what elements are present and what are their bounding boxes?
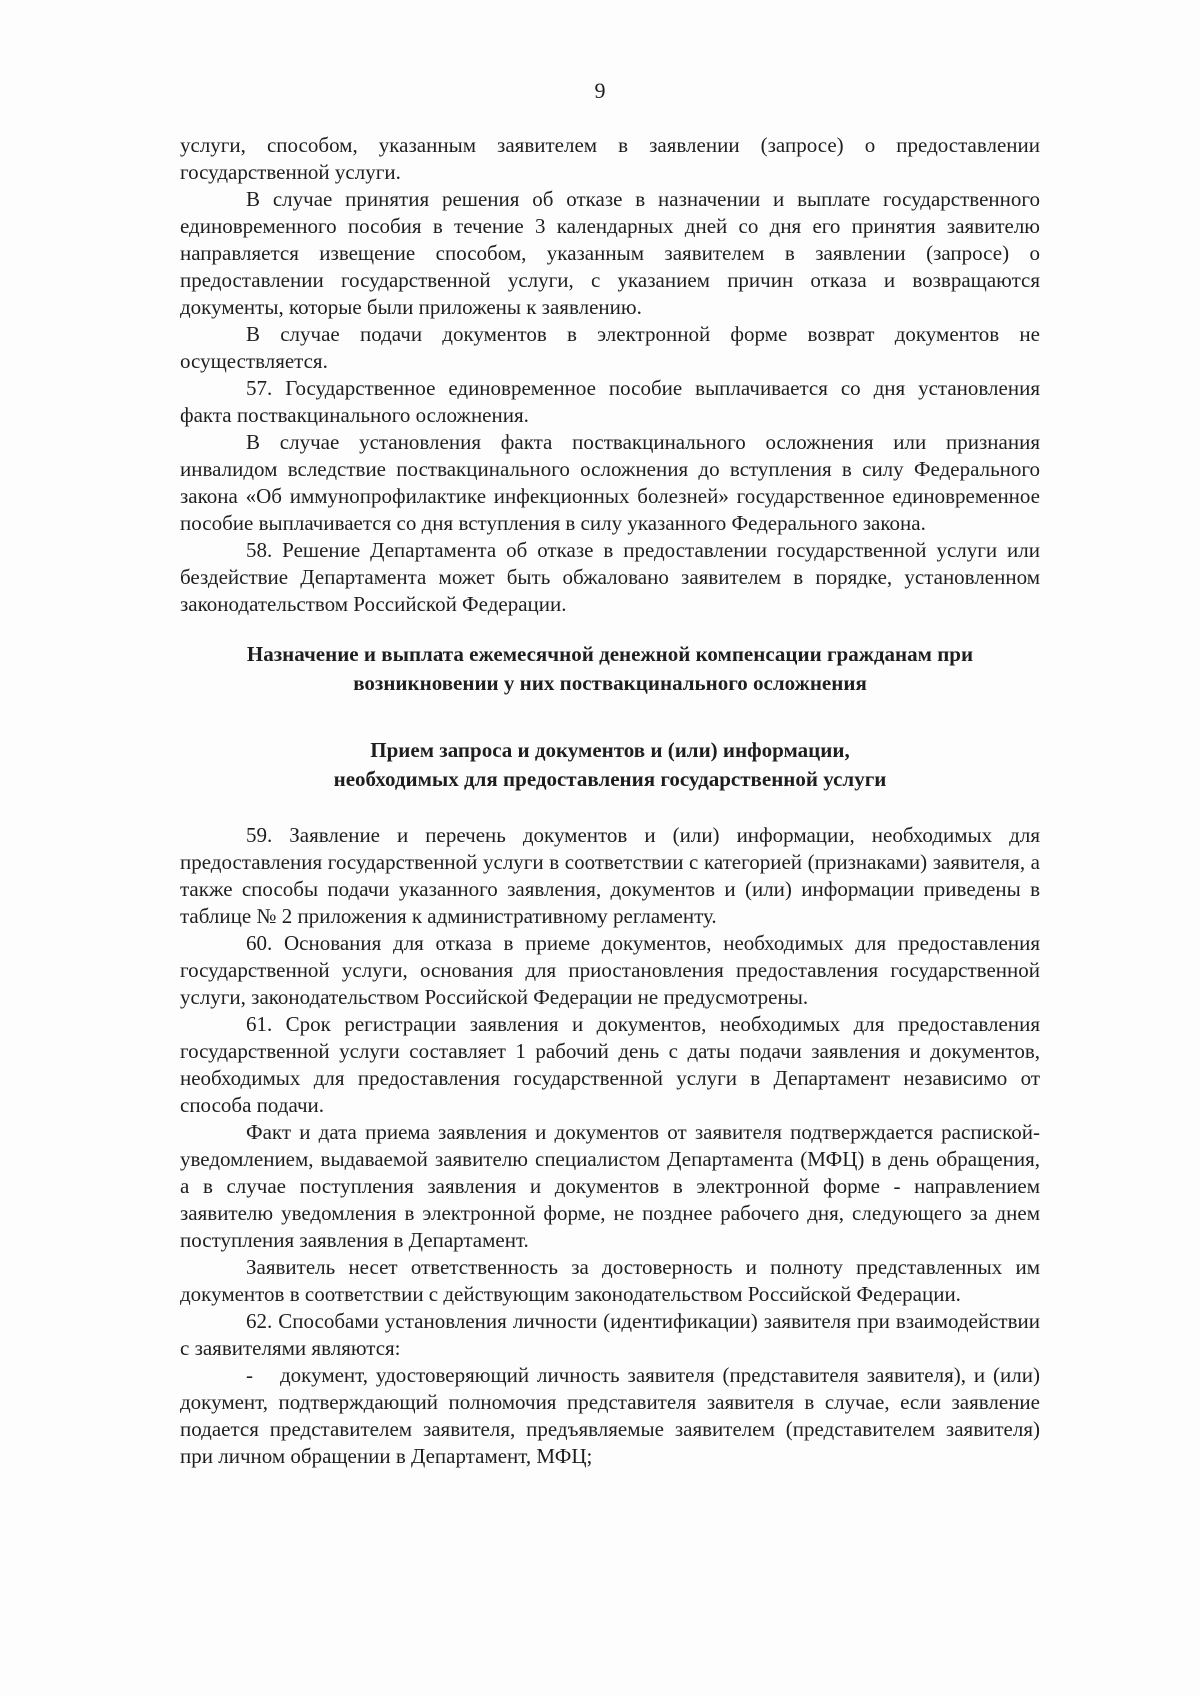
paragraph-61-responsibility: Заявитель несет ответственность за достоверность и полноту представленных им документов в соответствии с действующим законодательством Российской Федерации. <box>180 1255 1040 1306</box>
paragraph-59: 59. Заявление и перечень документов и (или) информации, необходимых для предоставления государственной услуги в соответствии с категорией (признаками) заявителя, а также способы подачи указанного заявления, документов и (или) информации приведены в таблице № 2 приложения к административному регламенту. <box>180 823 1040 928</box>
section-heading-line-1: Назначение и выплата ежемесячной денежной компенсации гражданам при <box>246 642 974 666</box>
paragraph-continuation: услуги, способом, указанным заявителем в заявлении (запросе) о предоставлении государственной услуги. <box>180 133 1040 184</box>
document-body <box>180 132 1040 1470</box>
list-bullet: - <box>246 1363 253 1387</box>
list-item-text: документ, удостоверяющий личность заявителя (представителя заявителя), и (или) документ, подтверждающий полномочия представителя заявителя в случае, если заявление подается представителем заявителя, предъявляемые заявителем (представителем заявителя) при личном обращении в Департамент, МФЦ; <box>180 1363 1040 1468</box>
paragraph-57: 57. Государственное единовременное пособие выплачивается со дня установления факта поствакцинального осложнения. <box>180 376 1040 427</box>
section-heading <box>180 640 1040 698</box>
paragraph-electronic-return: В случае подачи документов в электронной форме возврат документов не осуществляется. <box>180 322 1040 373</box>
paragraph-60: 60. Основания для отказа в приеме документов, необходимых для предоставления государственной услуги, основания для приостановления предоставления государственной услуги, законодательством Российской Федерации не предусмотрены. <box>180 931 1040 1009</box>
paragraph-58: 58. Решение Департамента об отказе в предоставлении государственной услуги или бездействие Департамента может быть обжаловано заявителем в порядке, установленном законодательством Российской Федерации. <box>180 538 1040 616</box>
paragraph-61: 61. Срок регистрации заявления и документов, необходимых для предоставления государственной услуги составляет 1 рабочий день с даты подачи заявления и документов, необходимых для предоставления государственной услуги в Департамент независимо от способа подачи. <box>180 1012 1040 1117</box>
subsection-heading-line-2: необходимых для предоставления государственной услуги <box>333 767 887 791</box>
subsection-heading-line-1: Прием запроса и документов и (или) информации, <box>370 738 850 762</box>
paragraph-57-continued: В случае установления факта поствакцинального осложнения или признания инвалидом вследствие поствакцинального осложнения до вступления в силу Федерального закона «Об иммунопрофилактике инфекционных болезней» государственное единовременное пособие выплачивается со дня вступления в силу указанного Федерального закона. <box>180 430 1040 535</box>
list-item <box>180 1362 1040 1470</box>
section-heading-line-2: возникновении у них поствакцинального осложнения <box>353 671 867 695</box>
paragraph-62: 62. Способами установления личности (идентификации) заявителя при взаимодействии с заявителями являются: <box>180 1309 1040 1360</box>
page-number: 9 <box>594 78 606 103</box>
paragraph-refusal-notice: В случае принятия решения об отказе в назначении и выплате государственного единовременного пособия в течение 3 календарных дней со дня его принятия заявителю направляется извещение способом, указанным заявителем в заявлении (запросе) о предоставлении государственной услуги, с указанием причин отказа и возвращаются документы, которые были приложены к заявлению. <box>180 187 1040 319</box>
paragraph-61-receipt: Факт и дата приема заявления и документов от заявителя подтверждается распиской-уведомлением, выдаваемой заявителю специалистом Департамента (МФЦ) в день обращения, а в случае поступления заявления и документов в электронной форме - направлением заявителю уведомления в электронной форме, не позднее рабочего дня, следующего за днем поступления заявления в Департамент. <box>180 1120 1040 1252</box>
subsection-heading <box>180 736 1040 794</box>
